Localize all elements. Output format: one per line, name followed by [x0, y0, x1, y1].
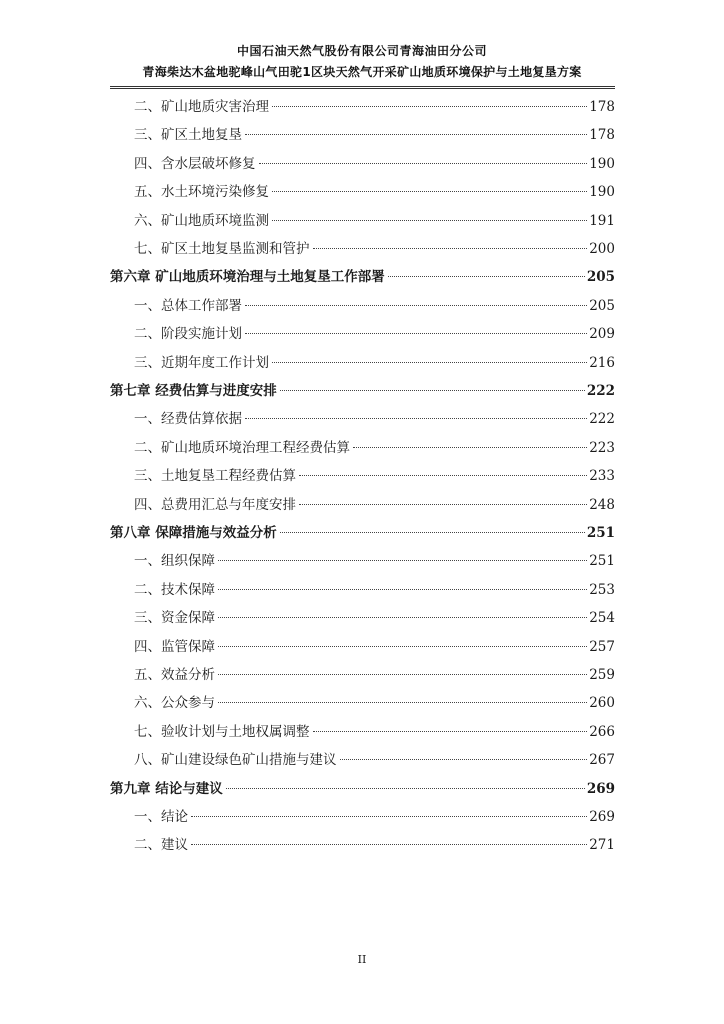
- toc-section-entry[interactable]: [134, 635, 615, 659]
- toc-dot-leader: [245, 333, 587, 334]
- toc-entry-title: 一、经费估算依据: [134, 411, 242, 428]
- toc-entry-page: 233: [589, 468, 615, 485]
- toc-entry-title: 第九章 结论与建议: [110, 780, 223, 797]
- toc-entry-title: 第八章 保障措施与效益分析: [110, 525, 277, 541]
- toc-entry-page: 259: [589, 667, 615, 683]
- toc-dot-leader: [218, 560, 587, 561]
- toc-section-entry[interactable]: [134, 407, 615, 431]
- toc-entry-title: 二、矿山地质灾害治理: [134, 99, 269, 115]
- toc-entry-page: 205: [586, 269, 615, 286]
- toc-entry-page: 248: [589, 496, 615, 513]
- toc-section-entry[interactable]: [134, 578, 615, 602]
- toc-entry-page: 269: [586, 780, 615, 797]
- toc-dot-leader: [340, 759, 588, 760]
- toc-dot-leader: [313, 731, 588, 732]
- header-rule-bottom: [110, 88, 615, 89]
- header-project-title: 青海柴达木盆地驼峰山气田驼1区块天然气开采矿山地质环境保护与土地复垦方案: [142, 65, 582, 79]
- toc-entry-title: 一、结论: [134, 809, 188, 825]
- toc-entry-page: 253: [589, 581, 615, 598]
- toc-dot-leader: [280, 532, 585, 533]
- toc-entry-title: 二、阶段实施计划: [134, 326, 242, 343]
- toc-section-entry[interactable]: [134, 351, 615, 375]
- toc-entry-page: 251: [586, 525, 615, 541]
- toc-entry-title: 一、总体工作部署: [134, 297, 242, 314]
- toc-entry-title: 三、近期年度工作计划: [134, 354, 269, 371]
- toc-entry-page: 254: [589, 610, 615, 627]
- toc-dot-leader: [191, 816, 587, 817]
- toc-entry-title: 六、公众参与: [134, 695, 215, 712]
- toc-entry-title: 五、效益分析: [134, 667, 215, 683]
- toc-entry-title: 三、资金保障: [134, 610, 215, 627]
- toc-chapter-entry[interactable]: [110, 521, 615, 545]
- toc-dot-leader: [245, 134, 587, 135]
- toc-entry-title: 八、矿山建设绿色矿山措施与建议: [134, 752, 337, 769]
- toc-entry-page: 178: [589, 127, 615, 144]
- toc-entry-title: 四、监管保障: [134, 638, 215, 655]
- toc-entry-title: 二、建议: [134, 837, 188, 854]
- toc-section-entry[interactable]: [134, 237, 615, 261]
- toc-entry-title: 四、含水层破坏修复: [134, 155, 256, 172]
- toc-dot-leader: [313, 248, 588, 249]
- toc-dot-leader: [218, 674, 587, 675]
- toc-section-entry[interactable]: [134, 606, 615, 630]
- toc-section-entry[interactable]: [134, 152, 615, 176]
- toc-dot-leader: [272, 106, 587, 107]
- toc-entry-title: 第六章 矿山地质环境治理与土地复垦工作部署: [110, 269, 385, 286]
- page-number: II: [357, 953, 367, 966]
- toc-section-entry[interactable]: [134, 322, 615, 346]
- header-company: 中国石油天然气股份有限公司青海油田分公司: [236, 44, 487, 58]
- toc-section-entry[interactable]: [134, 95, 615, 119]
- toc-entry-page: 209: [589, 326, 615, 343]
- toc-entry-title: 四、总费用汇总与年度安排: [134, 496, 296, 513]
- toc-dot-leader: [218, 646, 587, 647]
- toc-section-entry[interactable]: [134, 209, 615, 233]
- toc-entry-page: 267: [589, 752, 615, 769]
- toc-entry-page: 266: [589, 723, 615, 740]
- toc-section-entry[interactable]: [134, 805, 615, 829]
- toc-entry-page: 223: [589, 439, 615, 456]
- toc-section-entry[interactable]: [134, 748, 615, 772]
- toc-section-entry[interactable]: [134, 464, 615, 488]
- toc-entry-title: 七、矿区土地复垦监测和管护: [134, 241, 310, 257]
- toc-dot-leader: [259, 163, 588, 164]
- toc-section-entry[interactable]: [134, 436, 615, 460]
- toc-entry-page: 191: [589, 212, 615, 229]
- toc-dot-leader: [272, 191, 587, 192]
- toc-entry-page: 222: [589, 411, 615, 428]
- toc-dot-leader: [245, 305, 587, 306]
- toc-entry-title: 二、技术保障: [134, 581, 215, 598]
- toc-entry-page: 257: [589, 638, 615, 655]
- toc-dot-leader: [191, 844, 587, 845]
- toc-entry-page: 190: [589, 155, 615, 172]
- toc-entry-page: 251: [589, 553, 615, 570]
- toc-dot-leader: [218, 617, 587, 618]
- toc-dot-leader: [299, 475, 587, 476]
- toc-section-entry[interactable]: [134, 493, 615, 517]
- toc-dot-leader: [226, 788, 585, 789]
- toc-section-entry[interactable]: [134, 833, 615, 857]
- toc-entry-title: 三、土地复垦工程经费估算: [134, 468, 296, 485]
- toc-entry-page: 190: [589, 184, 615, 201]
- toc-section-entry[interactable]: [134, 691, 615, 715]
- toc-dot-leader: [353, 447, 587, 448]
- header-rule-top: [110, 86, 615, 87]
- toc-dot-leader: [272, 362, 587, 363]
- toc-dot-leader: [218, 589, 587, 590]
- toc-entry-title: 七、验收计划与土地权属调整: [134, 723, 310, 740]
- toc-dot-leader: [218, 702, 587, 703]
- toc-chapter-entry[interactable]: [110, 265, 615, 289]
- toc-dot-leader: [299, 504, 587, 505]
- toc-entry-title: 六、矿山地质环境监测: [134, 212, 269, 229]
- toc-entry-page: 269: [589, 809, 615, 825]
- toc-section-entry[interactable]: [134, 123, 615, 147]
- toc-entry-page: 178: [589, 99, 615, 115]
- toc-dot-leader: [280, 390, 585, 391]
- toc-entry-page: 260: [589, 695, 615, 712]
- toc-section-entry[interactable]: [134, 663, 615, 687]
- toc-section-entry[interactable]: [134, 180, 615, 204]
- toc-dot-leader: [388, 276, 585, 277]
- toc-section-entry[interactable]: [134, 720, 615, 744]
- toc-entry-page: 216: [589, 354, 615, 371]
- toc-entry-title: 三、矿区土地复垦: [134, 127, 242, 144]
- toc-chapter-entry[interactable]: [110, 379, 615, 403]
- toc-section-entry[interactable]: [134, 294, 615, 318]
- toc-section-entry[interactable]: [134, 549, 615, 573]
- toc-entry-title: 二、矿山地质环境治理工程经费估算: [134, 439, 350, 456]
- toc-dot-leader: [245, 418, 587, 419]
- toc-dot-leader: [272, 220, 587, 221]
- toc-entry-title: 五、水土环境污染修复: [134, 184, 269, 201]
- toc-entry-page: 271: [589, 837, 615, 854]
- toc-chapter-entry[interactable]: [110, 777, 615, 801]
- toc-entry-title: 一、组织保障: [134, 553, 215, 570]
- toc-entry-page: 205: [589, 297, 615, 314]
- toc-entry-page: 200: [589, 241, 615, 257]
- toc-entry-title: 第七章 经费估算与进度安排: [110, 383, 277, 399]
- toc-entry-page: 222: [586, 383, 615, 399]
